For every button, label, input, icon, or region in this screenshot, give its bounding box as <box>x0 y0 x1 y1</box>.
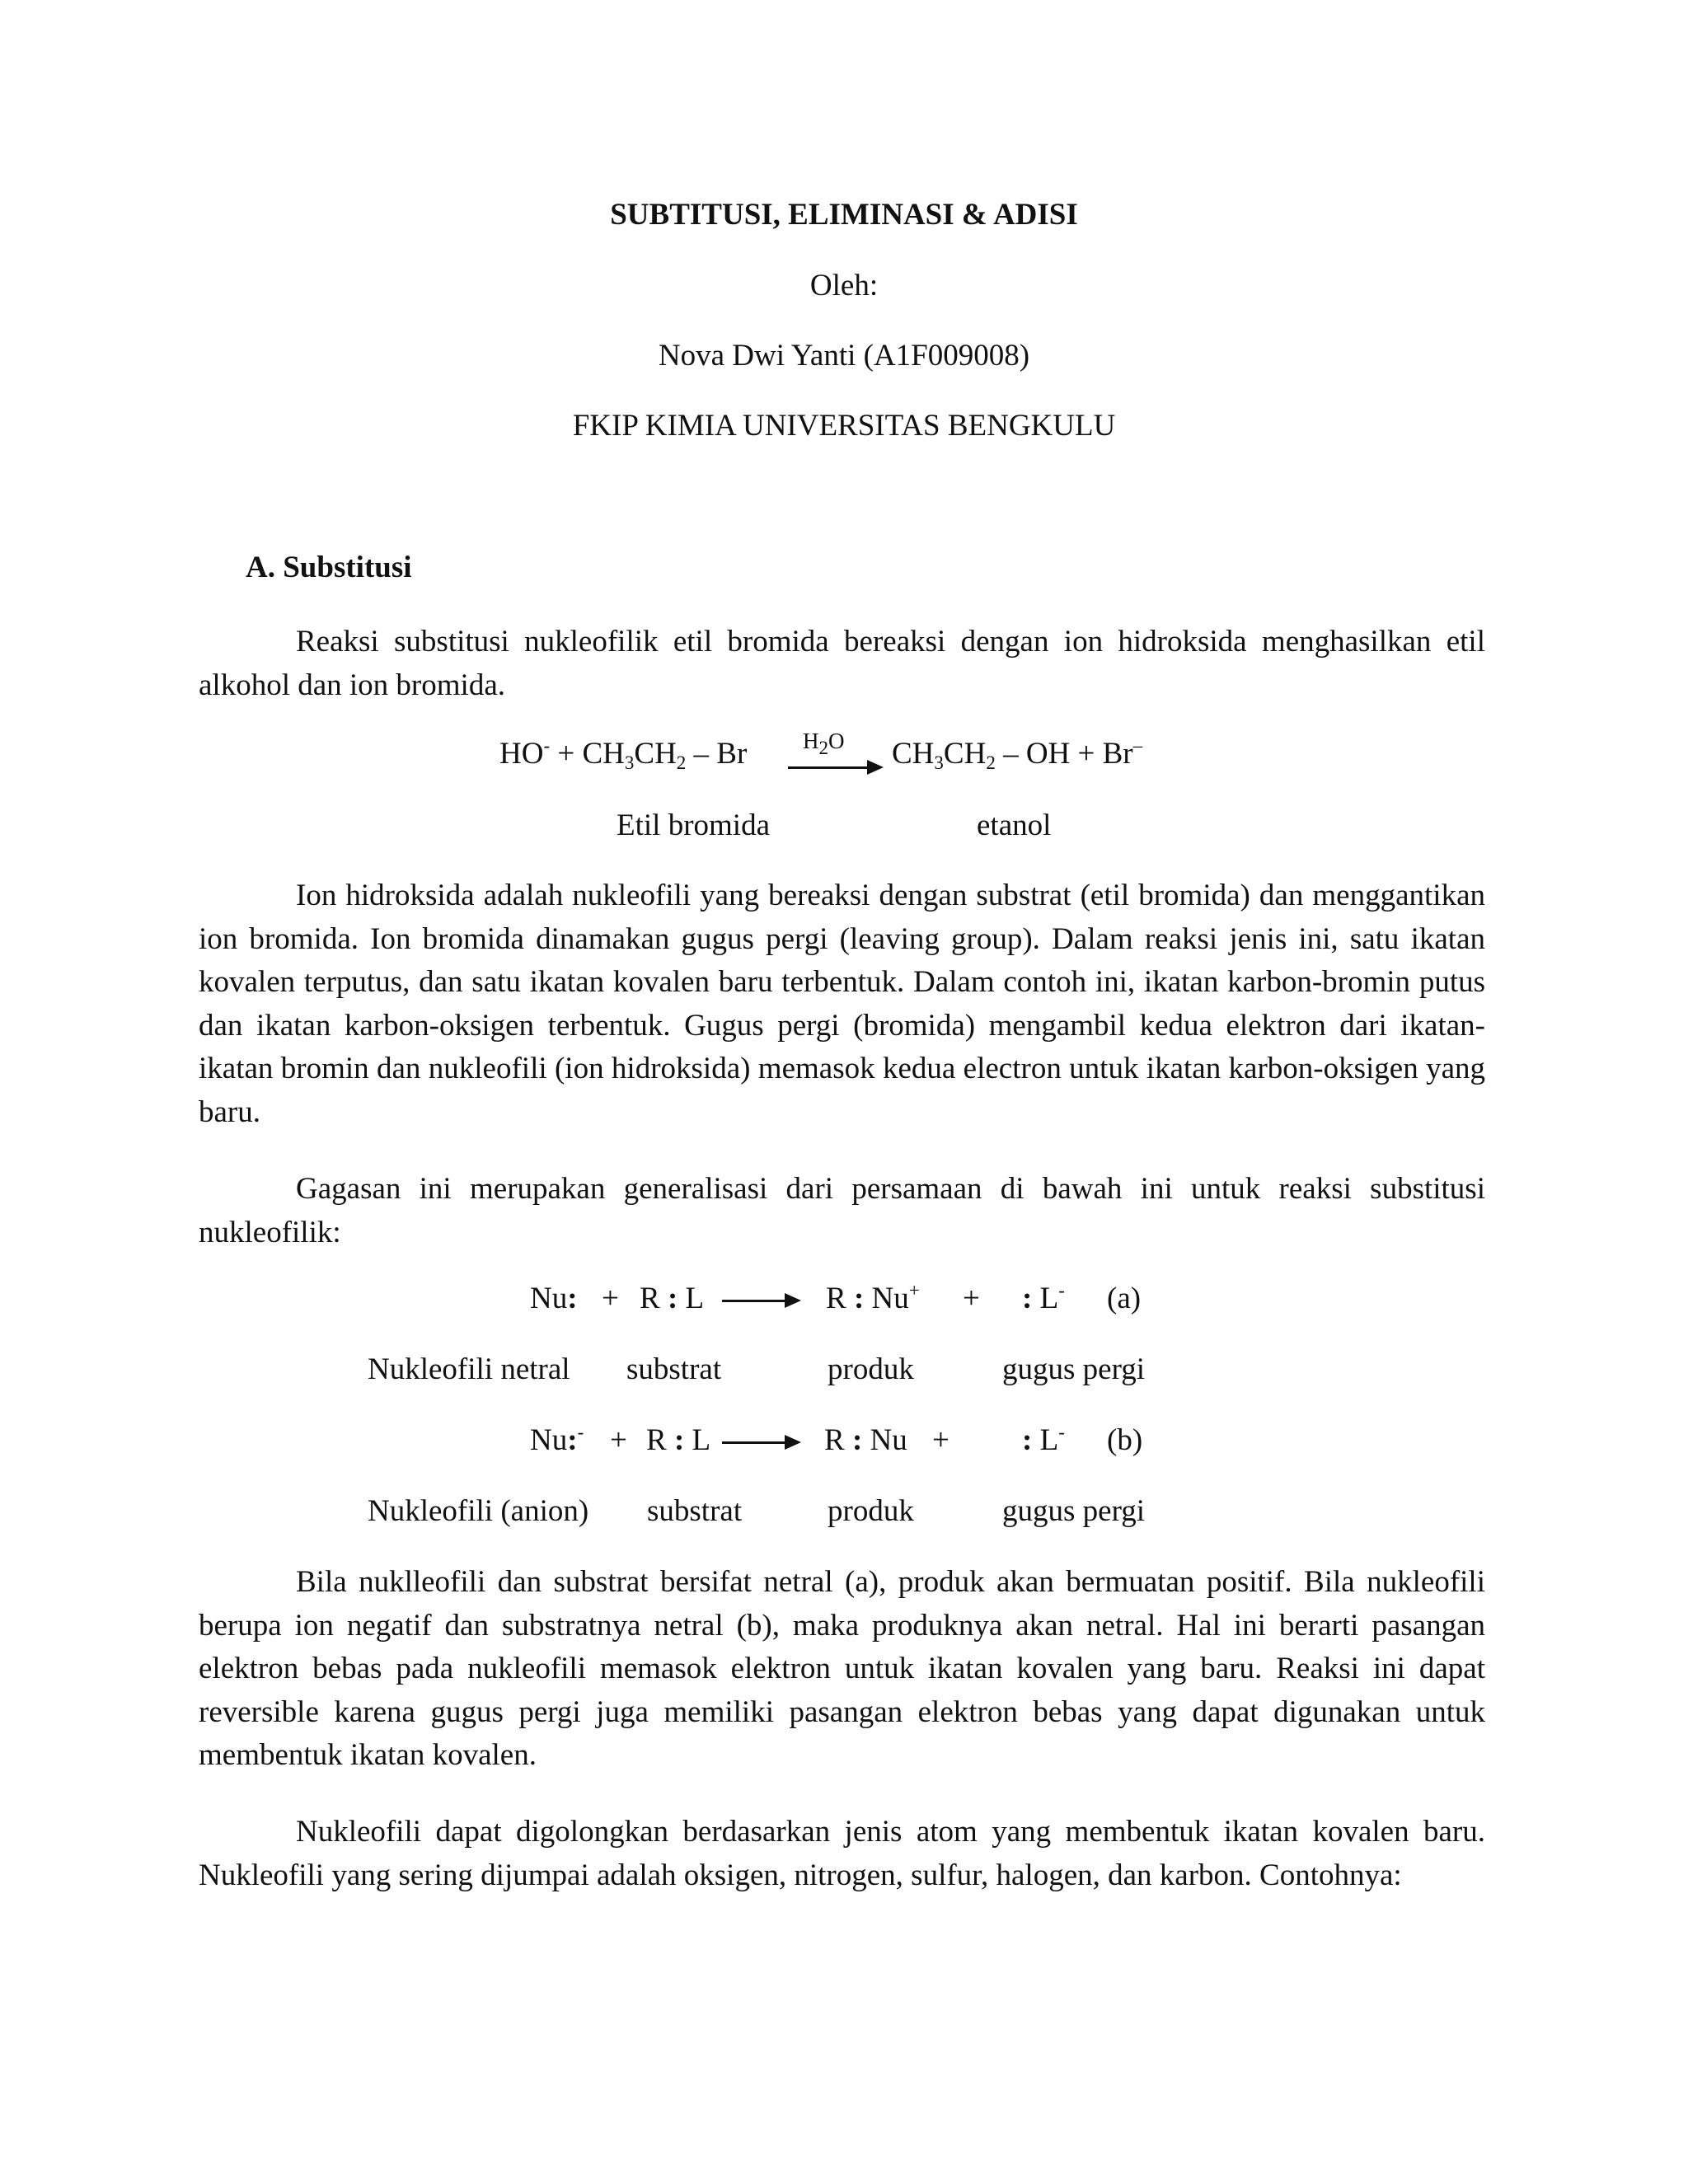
label-a-leaving-group: gugus pergi <box>1002 1352 1146 1386</box>
label-b-substrate: substrat <box>647 1494 743 1528</box>
equation-b-arrow <box>722 1441 788 1444</box>
equation-b-leaving-group: : L- <box>1022 1422 1065 1457</box>
equation-a-substrate: R : L <box>640 1282 705 1315</box>
label-etil-bromida: Etil bromida <box>617 808 770 842</box>
institution: FKIP KIMIA UNIVERSITAS BENGKULU <box>572 409 1116 443</box>
paragraph-nucleophile-classes: Nukleofili dapat digolongkan berdasarkan jenis atom yang membentuk ikatan kovalen baru. Nukleofili yang sering dijumpai adalah oksigen, nitrogen, sulfur, halogen, dan karbon. Contohnya: <box>199 1815 1485 1892</box>
equation-a-leaving-group: : L- <box>1022 1280 1065 1315</box>
equation-b-tag: (b) <box>1107 1423 1143 1457</box>
equation-a-plus: + <box>602 1282 619 1315</box>
equation-b-arrow-head <box>785 1435 801 1450</box>
label-a-substrate: substrat <box>626 1352 722 1386</box>
equation-a-plus-2: + <box>963 1282 980 1315</box>
equation-b-plus-2: + <box>932 1423 950 1457</box>
equation-a-nucleophile: Nu: <box>530 1282 578 1315</box>
paragraph-intro: Reaksi substitusi nukleofilik etil bromida bereaksi dengan ion hidroksida menghasilkan etil alkohol dan ion bromida. <box>199 625 1485 702</box>
paragraph-generalization: Gagasan ini merupakan generalisasi dari persamaan di bawah ini untuk reaksi substitusi nukleofilik: <box>199 1172 1485 1249</box>
paragraph-charge-discussion: Bila nuklleofili dan substrat bersifat netral (a), produk akan bermuatan positif. Bila nukleofili berupa ion negatif dan substratnya netral (b), maka produknya akan netral. Hal ini berarti pasangan elektron bebas pada nukleofili memasok elektron untuk ikatan kovalen yang baru. Reaksi ini dapat reversible karena gugus pergi juga memiliki pasangan elektron bebas yang dapat digunakan untuk membentuk ikatan kovalen. <box>199 1565 1485 1772</box>
document-title: SUBTITUSI, ELIMINASI & ADISI <box>610 198 1078 232</box>
equation-b-nucleophile: Nu:- <box>530 1422 584 1457</box>
reaction-reactants: $HO^- + CH_3CH_2 - Br$ <box>499 735 748 773</box>
equation-a-arrow <box>722 1300 788 1302</box>
label-etanol: etanol <box>977 808 1052 842</box>
equation-a-product: R : Nu+ <box>826 1280 920 1315</box>
reaction-products: $CH_3CH_2$ – OH + Br– <box>892 735 1143 773</box>
label-b-product: produk <box>828 1494 914 1528</box>
equation-b-plus: + <box>610 1423 627 1457</box>
label-a-nucleophile: Nukleofili netral <box>368 1352 570 1386</box>
label-b-nucleophile: Nukleofili (anion) <box>368 1494 589 1528</box>
section-heading-substitusi: A. Substitusi <box>246 551 412 584</box>
by-line: Oleh: <box>809 269 879 302</box>
reaction-arrow <box>788 766 870 769</box>
equation-a-arrow-head <box>785 1293 801 1308</box>
reaction-arrow-head <box>867 760 884 775</box>
equation-b-substrate: R : L <box>646 1423 711 1457</box>
reaction-catalyst: $H_2O$ <box>803 729 845 758</box>
label-a-product: produk <box>828 1352 914 1386</box>
equation-b-product: R : Nu <box>824 1423 907 1457</box>
label-b-leaving-group: gugus pergi <box>1002 1494 1146 1528</box>
author-name: Nova Dwi Yanti (A1F009008) <box>658 339 1030 373</box>
equation-a-tag: (a) <box>1107 1282 1142 1315</box>
paragraph-explanation: Ion hidroksida adalah nukleofili yang bereaksi dengan substrat (etil bromida) dan menggantikan ion bromida. Ion bromida dinamakan gugus pergi (leaving group). Dalam reaksi jenis ini, satu ikatan kovalen terputus, dan satu ikatan kovalen baru terbentuk. Dalam contoh ini, ikatan karbon-bromin putus dan ikatan karbon-oksigen terbentuk. Gugus pergi (bromida) mengambil kedua elektron dari ikatan-ikatan bromin dan nukleofili (ion hidroksida) memasok kedua electron untuk ikatan karbon-oksigen yang baru. <box>199 879 1485 1129</box>
